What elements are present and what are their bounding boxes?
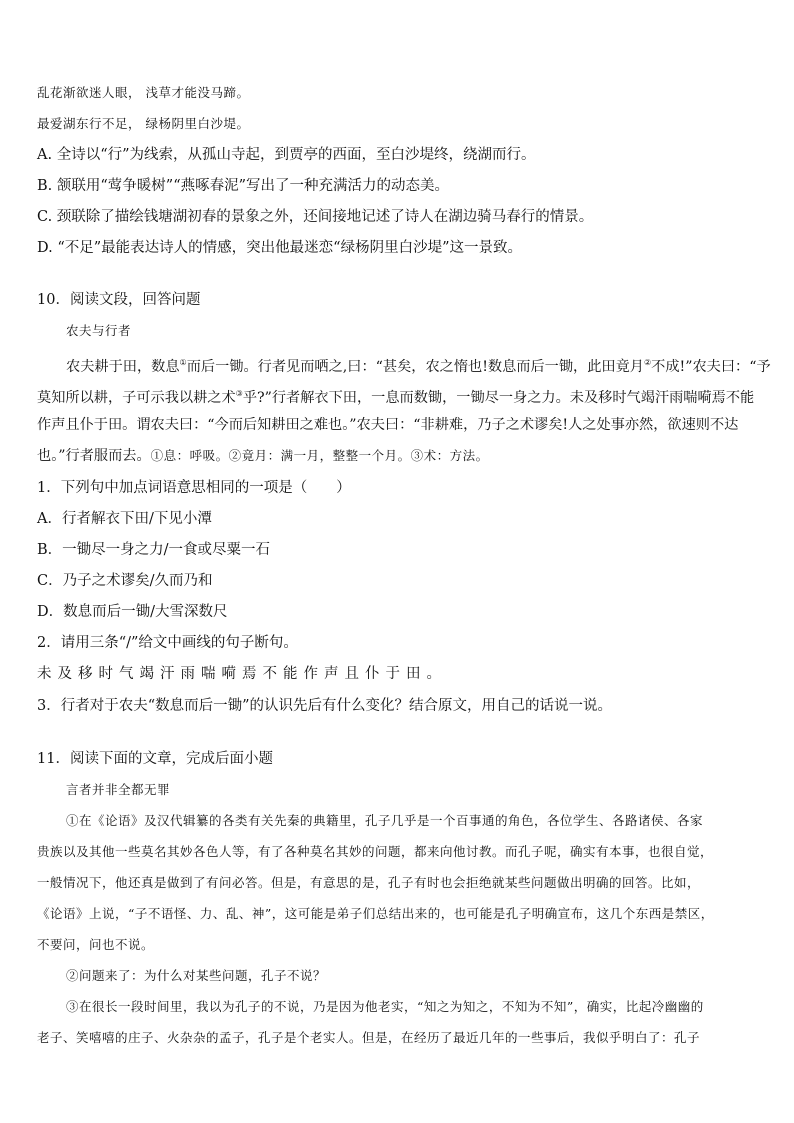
q9-option-c: C. 颈联除了描绘钱塘湖初春的景象之外，还间接地记述了诗人在湖边骑马春行的情景。 [37, 209, 594, 225]
q10-passage-line-1: 农夫耕于田，数息①而后一锄。行者见而哂之,曰：“甚矣，农之惰也!数息而后一锄，此田竟月②不成!”农夫曰：“予 [66, 358, 771, 375]
q11-para3-line-2: 老子、笑嘻嘻的庄子、火杂杂的孟子，孔子是个老实人。但是，在经历了最近几年的一些事后，我似乎明白了：孔子 [37, 1030, 701, 1045]
q11-para3-line-1: ③在很长一段时间里，我以为孔子的不说，乃是因为他老实，“知之为知之，不知为不知”，确实，比起冷幽幽的 [66, 999, 704, 1014]
q10-sub1-option-b: B．一锄尽一身之力/一食或尽粟一石 [37, 542, 271, 558]
q10-sub3: 3．行者对于农夫“数息而后一锄”的认识先后有什么变化？结合原文，用自己的话说一说。 [37, 698, 613, 714]
q9-option-b: B. 颔联用“莺争暖树”“燕啄春泥”写出了一种充满活力的动态美。 [37, 178, 450, 194]
q11-para1-line-4: 《论语》上说，“子不语怪、力、乱、神”，这可能是弟子们总结出来的，也可能是孔子明确宣布，这几个东西是禁区， [37, 906, 714, 921]
note-mark-3: ③ [235, 389, 243, 398]
q11-heading: 11．阅读下面的文章，完成后面小题 [37, 751, 273, 767]
q11-para2: ②问题来了：为什么对某些问题，孔子不说？ [66, 968, 327, 983]
q9-option-d: D. “不足”最能表达诗人的情感，突出他最迷恋“绿杨阴里白沙堤”这一景致。 [37, 240, 522, 256]
q11-para1-line-5: 不要问，问也不说。 [37, 937, 155, 952]
q10-sub1-option-c: C．乃子之术谬矣/久而乃和 [37, 573, 213, 589]
q10-heading: 10．阅读文段，回答问题 [37, 292, 201, 308]
q10-passage-line-2: 莫知所以耕，子可示我以耕之术③乎?”行者解衣下田，一息而数锄，一锄尽一身之力。未及移时气竭汗雨喘嗬焉不能 [37, 389, 755, 406]
poem-line-1: 乱花渐欲迷人眼， 浅草才能没马蹄。 [37, 85, 250, 100]
q10-passage-title: 农夫与行者 [66, 323, 132, 338]
q11-para1-line-2: 贵族以及其他一些莫名其妙各色人等，有了各种莫名其妙的问题，都来向他讨教。而孔子呢，确实有本事，也很自觉， [37, 844, 714, 859]
q10-notes: ①息：呼吸。②竟月：满一月，整整一个月。③术：方法。 [150, 448, 489, 463]
q10-sub2: 2．请用三条“/”给文中画线的句子断句。 [37, 635, 298, 651]
q10-sub1-option-a: A．行者解衣下田/下见小潭 [37, 511, 212, 527]
q10-sub1: 1．下列句中加点词语意思相同的一项是（ ） [37, 480, 351, 496]
q9-option-a: A. 全诗以“行”为线索，从孤山寺起，到贾亭的西面，至白沙堤终，绕湖而行。 [37, 147, 536, 163]
note-mark-2: ② [643, 358, 652, 367]
q11-para1-line-3: 一般情况下，他还真是做到了有问必答。但是，有意思的是，孔子有时也会拒绝就某些问题做出明确的回答。比如， [37, 875, 701, 890]
q10-passage-line-4: 也。”行者服而去。①息：呼吸。②竟月：满一月，整整一个月。③术：方法。 [37, 448, 489, 464]
poem-line-2: 最爱湖东行不足， 绿杨阴里白沙堤。 [37, 116, 250, 131]
q10-sub2-sentence: 未及移时气竭汗雨喘嗬焉不能作声且仆于田。 [37, 666, 447, 682]
q11-passage-title: 言者并非全都无罪 [66, 782, 171, 797]
q10-passage-line-3: 作声且仆于田。谓农夫曰：“今而后知耕田之难也。”农夫曰：“非耕难，乃子之术谬矣!人之处事亦然，欲速则不达 [37, 417, 739, 433]
q10-sub1-option-d: D．数息而后一锄/大雪深数尺 [37, 604, 228, 620]
q11-para1-line-1: ①在《论语》及汉代辑纂的各类有关先秦的典籍里，孔子几乎是一个百事通的角色，各位学生、各路诸侯、各家 [66, 813, 704, 828]
note-mark-1: ① [179, 358, 187, 367]
